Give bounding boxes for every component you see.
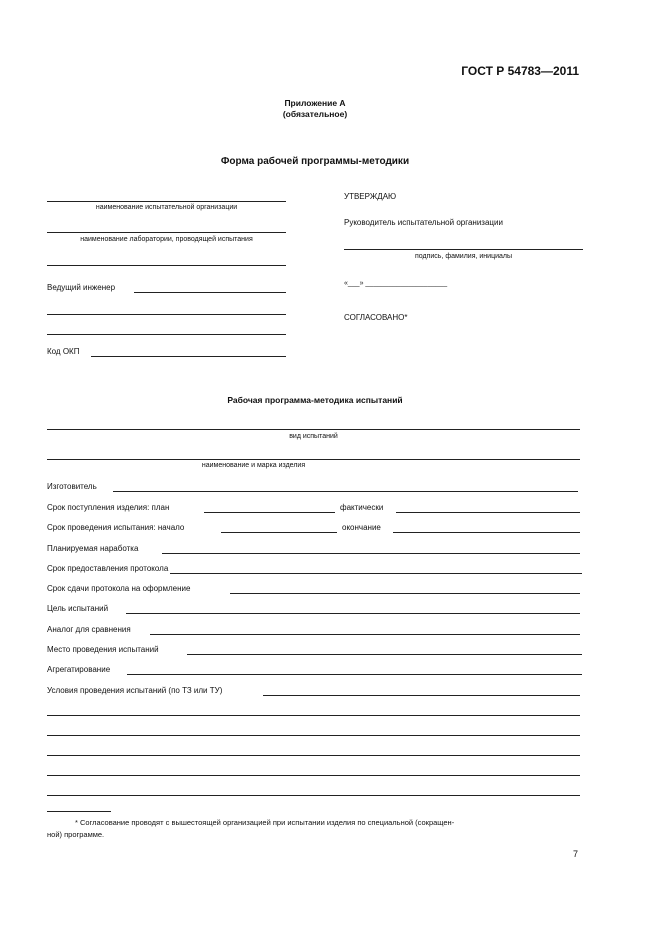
approval-date[interactable]: «___» _____________________ xyxy=(344,280,448,287)
okp-code-line[interactable] xyxy=(91,356,286,357)
product-name-caption: наименование и марка изделия xyxy=(201,462,306,469)
aggregation-label: Агрегатирование xyxy=(47,665,111,674)
footnote-line-1: * Согласование проводят с вышестоящей организацией при испытании изделия по специальной (сокращен- xyxy=(75,818,455,827)
protocol-due-label: Срок предоставления протокола xyxy=(47,564,169,573)
aggregation-line[interactable] xyxy=(127,674,582,675)
goal-line[interactable] xyxy=(126,613,580,614)
blank-line-2[interactable] xyxy=(47,735,580,736)
manufacturer-line[interactable] xyxy=(113,491,578,492)
agreed-label: СОГЛАСОВАНО* xyxy=(344,313,408,322)
receipt-plan-label: Срок поступления изделия: план xyxy=(47,503,170,512)
analog-line[interactable] xyxy=(150,634,580,635)
lab-name-line[interactable] xyxy=(47,232,286,233)
test-kind-caption: вид испытаний xyxy=(289,433,338,440)
conditions-label: Условия проведения испытаний (по ТЗ или ТУ) xyxy=(47,686,223,695)
receipt-fact-line[interactable] xyxy=(396,512,580,513)
receipt-fact-label: фактически xyxy=(340,503,384,512)
program-title: Рабочая программа-методика испытаний xyxy=(227,395,403,405)
signature-line[interactable] xyxy=(344,249,583,250)
place-label: Место проведения испытаний xyxy=(47,645,159,654)
approve-label: УТВЕРЖДАЮ xyxy=(344,192,397,201)
page-number: 7 xyxy=(573,849,579,859)
analog-label: Аналог для сравнения xyxy=(47,625,131,634)
manufacturer-label: Изготовитель xyxy=(47,482,97,491)
head-label: Руководитель испытательной организации xyxy=(344,218,503,227)
blank-line-3[interactable] xyxy=(47,755,580,756)
blank-line-left-2[interactable] xyxy=(47,314,286,315)
planned-hours-label: Планируемая наработка xyxy=(47,544,139,553)
blank-line-left-3[interactable] xyxy=(47,334,286,335)
footnote-separator xyxy=(47,811,111,812)
test-start-label: Срок проведения испытания: начало xyxy=(47,523,185,532)
okp-code-label: Код ОКП xyxy=(47,347,80,356)
protocol-submit-label: Срок сдачи протокола на оформление xyxy=(47,584,191,593)
conditions-line[interactable] xyxy=(263,695,580,696)
lead-engineer-line[interactable] xyxy=(134,292,286,293)
footnote-line-2: ной) программе. xyxy=(47,830,105,839)
lead-engineer-label: Ведущий инженер xyxy=(47,283,116,292)
receipt-plan-line[interactable] xyxy=(204,512,335,513)
test-kind-line[interactable] xyxy=(47,429,580,430)
place-line[interactable] xyxy=(187,654,582,655)
appendix-subtitle: (обязательное) xyxy=(282,109,348,119)
protocol-submit-line[interactable] xyxy=(230,593,580,594)
blank-line-5[interactable] xyxy=(47,795,580,796)
protocol-due-line[interactable] xyxy=(170,573,582,574)
blank-line-left-1[interactable] xyxy=(47,265,286,266)
product-name-line[interactable] xyxy=(47,459,580,460)
standard-number: ГОСТ Р 54783—2011 xyxy=(461,64,579,78)
test-end-label: окончание xyxy=(342,523,381,532)
appendix-heading xyxy=(230,98,400,120)
footnote xyxy=(47,817,582,841)
signature-caption: подпись, фамилия, инициалы xyxy=(414,253,512,260)
blank-line-1[interactable] xyxy=(47,715,580,716)
form-title: Форма рабочей программы-методики xyxy=(220,156,410,167)
org-name-line[interactable] xyxy=(47,201,286,202)
blank-line-4[interactable] xyxy=(47,775,580,776)
goal-label: Цель испытаний xyxy=(47,604,109,613)
test-start-line[interactable] xyxy=(221,532,337,533)
planned-hours-line[interactable] xyxy=(162,553,580,554)
test-end-line[interactable] xyxy=(393,532,580,533)
appendix-title: Приложение А xyxy=(284,98,346,108)
org-name-caption: наименование испытательной организации xyxy=(95,204,238,211)
lab-name-caption: наименование лаборатории, проводящей испытания xyxy=(80,236,253,243)
